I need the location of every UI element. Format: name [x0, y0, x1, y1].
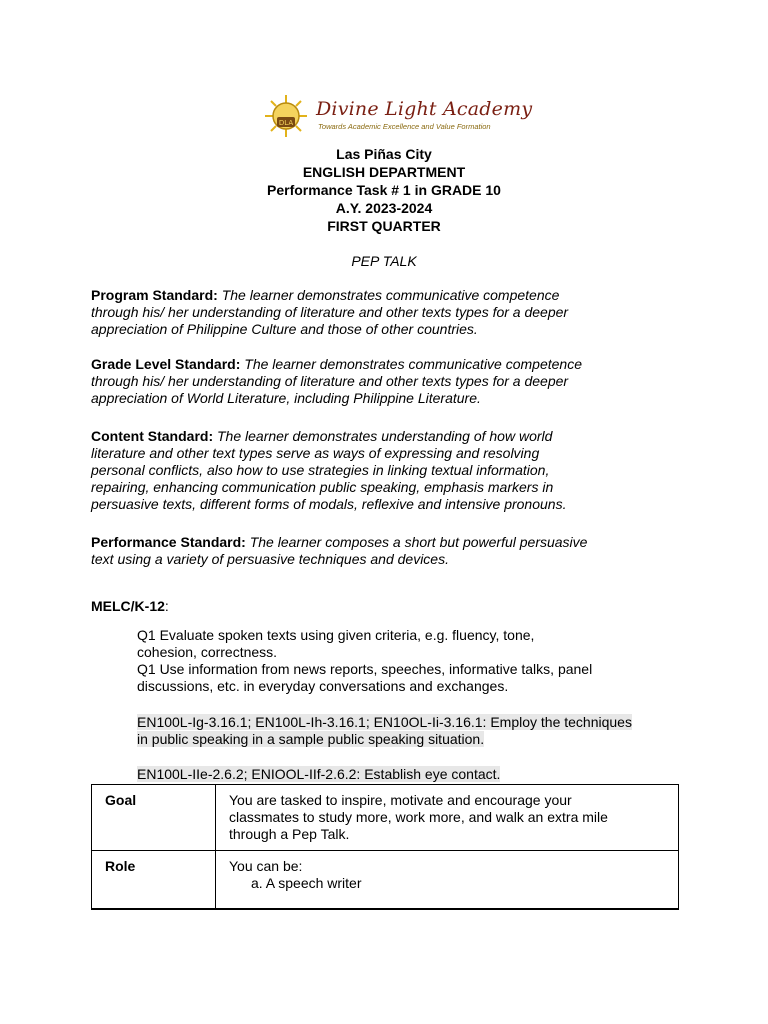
- row-content: You are tasked to inspire, motivate and encourage your classmates to study more, work more, and walk an extra mile through a Pep Talk.: [216, 785, 679, 851]
- school-seal-icon: [262, 92, 310, 140]
- school-tagline: Towards Academic Excellence and Value Formation: [318, 122, 491, 131]
- header-task: Performance Task # 1 in GRADE 10: [267, 182, 501, 198]
- program-standard: Program Standard: The learner demonstrates communicative competence through his/ her understanding of literature and other texts types for a deeper appreciation of Philippine Culture and those of other countries.: [91, 287, 569, 337]
- school-name: Divine Light Academy: [316, 98, 533, 120]
- performance-standard: Performance Standard: The learner composes a short but powerful persuasive text using a variety of persuasive techniques and devices.: [91, 534, 588, 567]
- standard-label: Performance Standard:: [91, 534, 246, 550]
- school-logo: [262, 92, 533, 140]
- svg-text:DLA: DLA: [278, 119, 294, 127]
- melc-item: Q1 Evaluate spoken texts using given criteria, e.g. fluency, tone, cohesion, correctness. Q1 Use information from news reports, speeches, informative talks, panel discussions, etc. in everyday conversations and exchanges.: [137, 627, 593, 694]
- standard-label: Grade Level Standard:: [91, 356, 241, 372]
- header-year: A.Y. 2023-2024: [335, 200, 433, 216]
- standard-label: Content Standard:: [91, 428, 214, 444]
- table-row: [92, 851, 679, 910]
- melc-heading: MELC/K-12:: [91, 598, 169, 614]
- header-department: ENGLISH DEPARTMENT: [302, 164, 466, 180]
- document-subtitle: PEP TALK: [351, 253, 417, 269]
- table-row: [92, 785, 679, 851]
- melc-code-item: EN100L-IIe-2.6.2; ENIOOL-IIf-2.6.2: Establish eye contact.: [137, 766, 501, 782]
- row-heading: Goal: [92, 785, 216, 851]
- grade-level-standard: Grade Level Standard: The learner demonstrates communicative competence through his/ her understanding of literature and other texts types for a deeper appreciation of World Literature, including Philippine Literature.: [91, 356, 582, 406]
- content-standard: Content Standard: The learner demonstrates understanding of how world literature and other text types serve as ways of expressing and resolving personal conflicts, also how to use strategies in linking textual information, repairing, enhancing communication public speaking, emphasis markers in persuasive texts, different forms of modals, reflexive and intensive pronouns.: [91, 428, 567, 512]
- header-quarter: FIRST QUARTER: [327, 218, 441, 234]
- row-heading: Role: [92, 851, 216, 910]
- melc-code-item: EN100L-Ig-3.16.1; EN100L-Ih-3.16.1; EN10OL-Ii-3.16.1: Employ the techniques in public speaking in a sample public speaking situation.: [137, 714, 632, 747]
- header-city: Las Piñas City: [336, 146, 432, 162]
- row-content: You can be: a. A speech writer: [216, 851, 679, 910]
- standard-label: Program Standard:: [91, 287, 218, 303]
- grasps-table: [91, 784, 679, 910]
